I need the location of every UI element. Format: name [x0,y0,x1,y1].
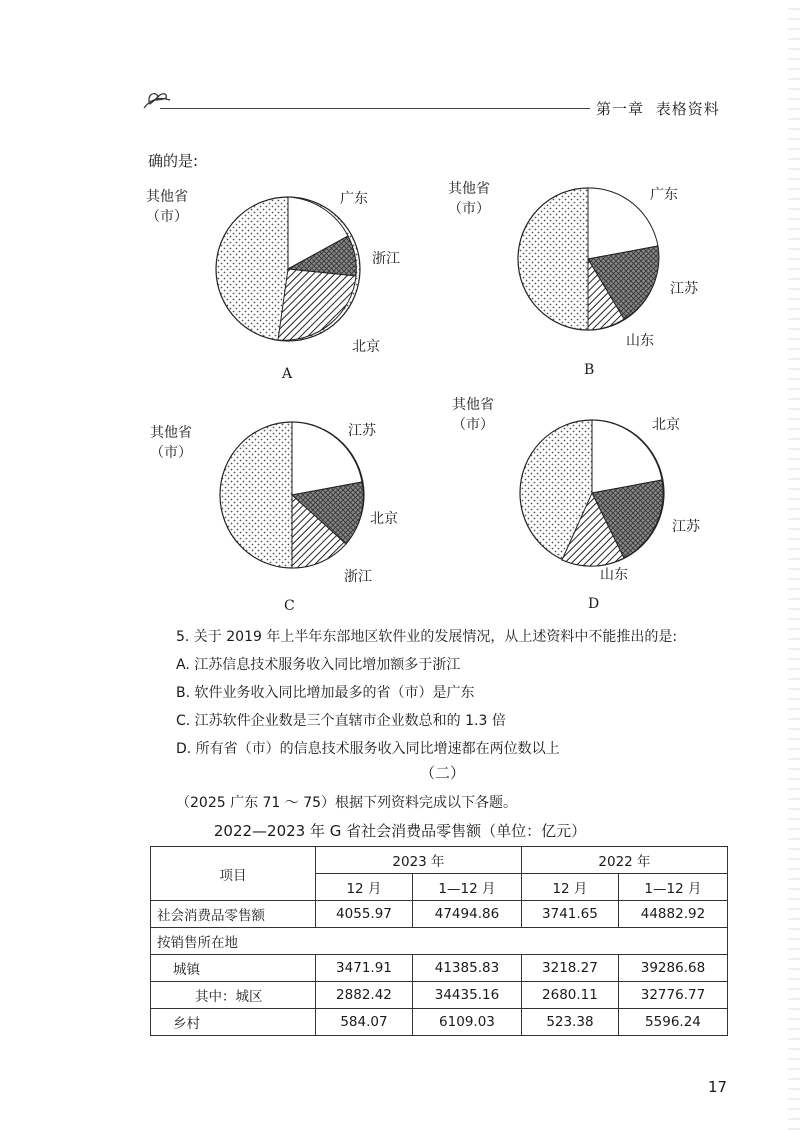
chapter-number: 第一章 [596,100,645,118]
cell: 5596.24 [618,1009,727,1036]
chapter-heading [596,98,720,119]
row-label: 乡村 [151,1009,316,1036]
cell: 6109.03 [412,1009,521,1036]
header-rule [160,108,590,109]
pie-d-label-other-shi: （市） [452,417,494,433]
option-b: B. 软件业务收入同比增加最多的省（市）是广东 [176,685,475,701]
pie-b-label-guangdong: 广东 [650,187,678,203]
cell: 4055.97 [316,901,413,928]
cell: 2680.11 [521,982,618,1009]
pie-c-label-jiangsu: 江苏 [348,423,376,439]
table-row [151,901,728,928]
pie-d-caption: D [588,596,600,612]
table-row [151,982,728,1009]
subheader-2022-ytd: 1—12 月 [618,874,727,901]
cell: 523.38 [521,1009,618,1036]
cell: 3741.65 [521,901,618,928]
pie-d-label-beijing: 北京 [652,417,680,433]
pie-c-label-zhejiang: 浙江 [344,569,372,585]
cell: 39286.68 [618,955,727,982]
option-a: A. 江苏信息技术服务收入同比增加额多于浙江 [176,657,461,673]
pie-chart-d [518,418,668,568]
cell: 3471.91 [316,955,413,982]
pie-d-label-shandong: 山东 [600,567,628,583]
table-header-row [151,847,728,874]
row-label: 社会消费品零售额 [151,901,316,928]
cell: 41385.83 [412,955,521,982]
question-stem: 5. 关于 2019 年上半年东部地区软件业的发展情况，从上述资料中不能推出的是: [176,629,678,645]
pie-b-label-shandong: 山东 [626,333,654,349]
chapter-title: 表格资料 [655,100,720,118]
subheader-2023-ytd: 1—12 月 [412,874,521,901]
page-number: 17 [708,1078,728,1096]
pie-a-label-other-shi: （市） [146,209,188,225]
pie-a-caption: A [282,366,293,382]
retail-sales-table [150,846,728,1036]
pie-d-label-other: 其他省 [452,397,494,413]
pie-chart-c [218,420,368,570]
source-line: （2025 广东 71 ～ 75）根据下列资料完成以下各题。 [176,795,518,811]
pie-b-label-jiangsu: 江苏 [670,281,698,297]
header-year-2022: 2022 年 [521,847,727,874]
row-label: 按销售所在地 [151,928,728,955]
pie-b-caption: B [584,362,595,378]
intro-text: 确的是: [148,152,199,170]
cell: 3218.27 [521,955,618,982]
subheader-2022-dec: 12 月 [521,874,618,901]
page-edge-texture [788,0,800,1130]
cell: 47494.86 [412,901,521,928]
row-label: 城镇 [151,955,316,982]
pie-c-caption: C [284,598,295,614]
pie-chart-a [214,196,364,342]
row-label: 其中：城区 [151,982,316,1009]
section-title: （二） [420,764,466,782]
table-row [151,928,728,955]
subheader-2023-dec: 12 月 [316,874,413,901]
pie-a-label-beijing: 北京 [352,339,380,355]
pie-a-label-zhejiang: 浙江 [372,251,400,267]
pie-c-label-other: 其他省 [150,425,192,441]
pie-c-label-beijing: 北京 [370,511,398,527]
cell: 44882.92 [618,901,727,928]
table-title: 2022—2023 年 G 省社会消费品零售额（单位：亿元） [213,822,587,840]
cell: 2882.42 [316,982,413,1009]
pie-c-label-other-shi: （市） [150,445,192,461]
pie-a-label-other: 其他省 [146,189,188,205]
pie-chart-b [516,186,662,332]
header-year-2023: 2023 年 [316,847,522,874]
table-row [151,1009,728,1036]
pie-a-label-guangdong: 广东 [340,191,368,207]
cell: 34435.16 [412,982,521,1009]
header-item: 项目 [151,847,316,901]
cell: 32776.77 [618,982,727,1009]
cell: 584.07 [316,1009,413,1036]
pie-b-label-other-shi: （市） [448,201,490,217]
pie-d-label-jiangsu: 江苏 [672,519,700,535]
pie-b-label-other: 其他省 [448,181,490,197]
pie-a-slice-beijing [278,269,356,340]
option-d: D. 所有省（市）的信息技术服务收入同比增速都在两位数以上 [176,741,560,757]
option-c: C. 江苏软件企业数是三个直辖市企业数总和的 1.3 倍 [176,713,506,729]
table-row [151,955,728,982]
